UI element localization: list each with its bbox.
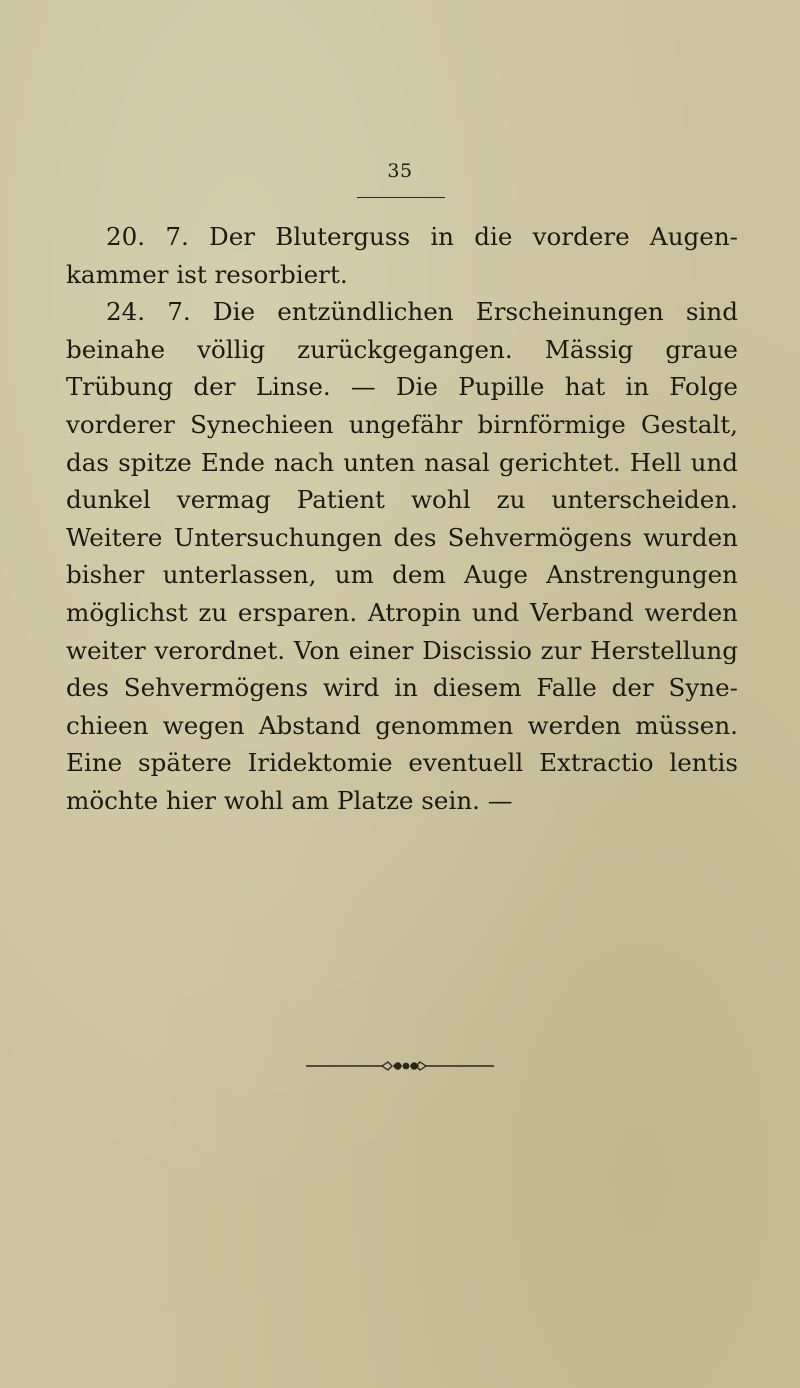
page-number: 35 — [387, 160, 413, 182]
end-of-text-flourish-icon — [0, 1058, 800, 1074]
page-number-underline — [357, 197, 445, 198]
paragraph-entry-24-7: 24. 7. Die entzündlichen Erscheinungen sind beinahe völlig zurückgegangen. Mässig graue Trübung der Linse. — Die Pupille hat in Folge vorderer Synechieen ungefähr birnförmige Gestalt, das spitze Ende nach unten nasal gerichtet. Hell und dunkel vermag Patient wohl zu unterscheiden. Weitere Untersuchungen des Sehvermögens wurden bisher unterlassen, um dem Auge Anstrengungen möglichst zu ersparen. Atropin und Verband werden weiter verordnet. Von einer Discissio zur Herstellung des Sehvermögens wird in diesem Falle der Syne-chieen wegen Abstand genommen werden müssen. Eine spätere Iridektomie eventuell Extractio lentis möchte hier wohl am Platze sein. — — [66, 297, 738, 815]
paragraph-entry-20-7: 20. 7. Der Bluterguss in die vordere Augen-kammer ist resorbiert. — [66, 222, 738, 289]
body-text — [66, 218, 738, 820]
